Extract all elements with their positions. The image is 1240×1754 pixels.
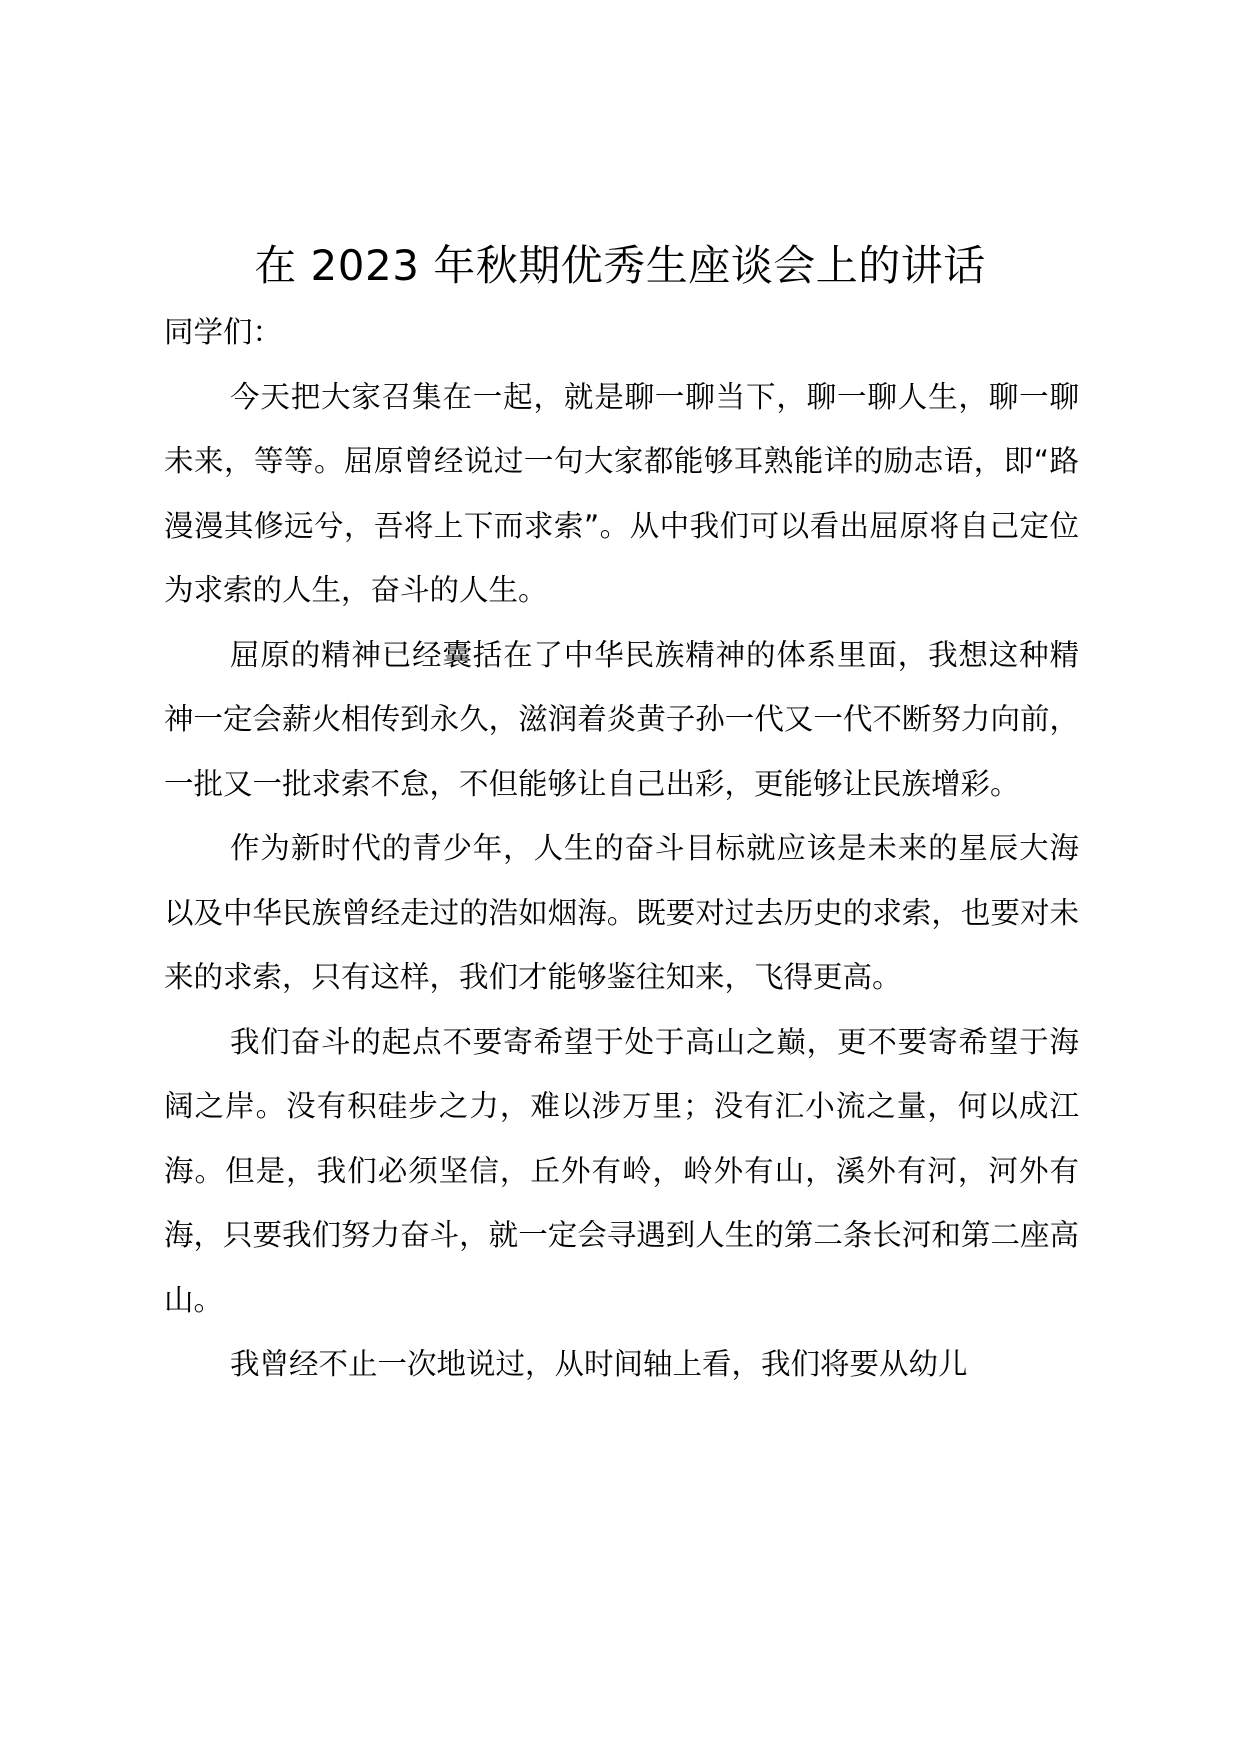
paragraph-4: 我们奋斗的起点不要寄希望于处于高山之巅，更不要寄希望于海阔之岸。没有积硅步之力，难以涉万里；没有汇小流之量，何以成江海。但是，我们必须坚信，丘外有岭，岭外有山，溪外有河，河外有海，只要我们努力奋斗，就一定会寻遇到人生的第二条长河和第二座高山。 (164, 1024, 1079, 1317)
salutation: 同学们： (164, 315, 283, 349)
paragraph-3: 作为新时代的青少年，人生的奋斗目标就应该是未来的星辰大海以及中华民族曾经走过的浩如烟海。既要对过去历史的求索，也要对未来的求索，只有这样，我们才能够鉴往知来，飞得更高。 (164, 831, 1079, 994)
document-title: 在 2023 年秋期优秀生座谈会上的讲话 (254, 241, 986, 290)
paragraph-5: 我曾经不止一次地说过，从时间轴上看，我们将要从幼儿 (230, 1347, 968, 1381)
paragraph-2: 屈原的精神已经囊括在了中华民族精神的体系里面，我想这种精神一定会薪火相传到永久，滋润着炎黄子孙一代又一代不断努力向前，一批又一批求索不怠，不但能够让自己出彩，更能够让民族增彩。 (164, 637, 1079, 801)
paragraph-1: 今天把大家召集在一起，就是聊一聊当下，聊一聊人生，聊一聊未来，等等。屈原曾经说过一句大家都能够耳熟能详的励志语，即“路漫漫其修远兮，吾将上下而求索”。从中我们可以看出屈原将自己定位为求索的人生，奋斗的人生。 (164, 379, 1079, 607)
document-body (164, 300, 1079, 1397)
